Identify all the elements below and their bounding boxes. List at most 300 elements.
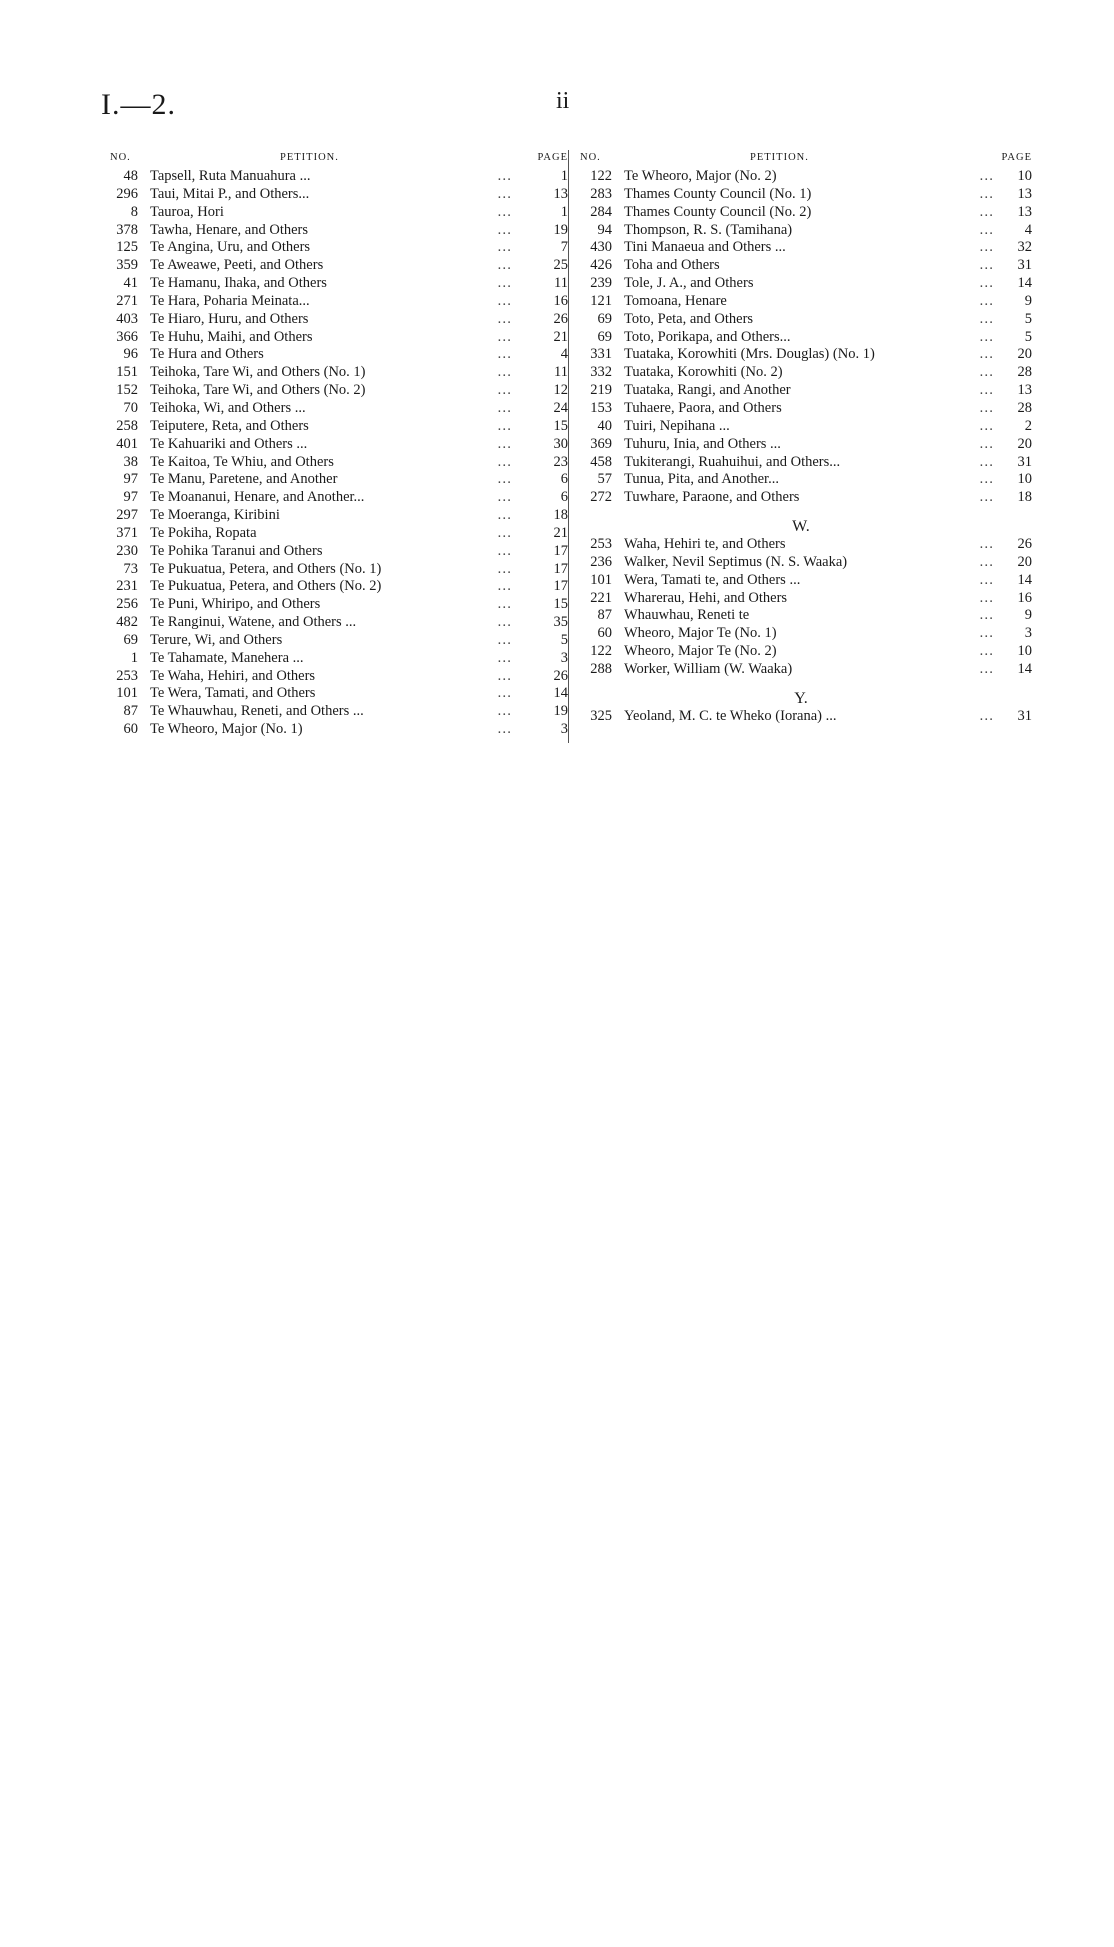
- leader-dots: …: [979, 239, 994, 256]
- entry-petition: Tole, J. A., and Others: [624, 275, 754, 292]
- entry-petition: Tuataka, Rangi, and Another: [624, 382, 791, 399]
- entry-page: 21: [553, 524, 568, 541]
- entry-number: 60: [597, 625, 612, 642]
- leader-dots: …: [979, 257, 994, 274]
- column-header: [570, 148, 1032, 168]
- index-entry: [96, 436, 568, 454]
- leader-dots: …: [979, 589, 994, 606]
- leader-dots: …: [979, 168, 994, 184]
- entry-petition: Wera, Tamati te, and Others ...: [624, 571, 801, 588]
- leader-dots: …: [497, 417, 512, 434]
- entry-petition: Whauwhau, Reneti te: [624, 607, 750, 624]
- entry-page: 7: [560, 239, 568, 256]
- entry-petition: Tuiri, Nepihana ...: [624, 417, 730, 434]
- entry-petition: Tini Manaeua and Others ...: [624, 239, 786, 256]
- entry-petition: Te Angina, Uru, and Others: [150, 239, 311, 256]
- entry-petition: Tawha, Henare, and Others: [150, 221, 309, 238]
- entry-page: 19: [553, 221, 568, 238]
- index-entry: [96, 650, 568, 668]
- index-entry: [96, 721, 568, 739]
- entry-petition: Tuhuru, Inia, and Others ...: [624, 435, 781, 452]
- entry-number: 283: [590, 185, 612, 202]
- index-entry: [570, 536, 1032, 554]
- leader-dots: …: [497, 631, 512, 648]
- index-entry: [96, 543, 568, 561]
- entry-petition: Worker, William (W. Waaka): [624, 660, 793, 677]
- entry-petition: Thames County Council (No. 1): [624, 185, 812, 202]
- leader-dots: …: [979, 571, 994, 588]
- entry-petition: Thames County Council (No. 2): [624, 203, 812, 220]
- entry-petition: Te Pukuatua, Petera, and Others (No. 2): [150, 578, 382, 595]
- entry-number: 426: [590, 257, 612, 274]
- index-list-y: [570, 708, 1032, 726]
- entry-petition: Teihoka, Wi, and Others ...: [150, 399, 306, 416]
- entry-number: 325: [590, 707, 612, 724]
- leader-dots: …: [497, 346, 512, 363]
- leader-dots: …: [497, 703, 512, 720]
- entry-number: 366: [116, 328, 138, 345]
- header-no: NO.: [580, 152, 601, 163]
- leader-dots: …: [497, 578, 512, 595]
- entry-number: 48: [123, 168, 138, 184]
- leader-dots: …: [497, 168, 512, 184]
- entry-number: 8: [130, 203, 138, 220]
- entry-page: 20: [1017, 346, 1032, 363]
- entry-petition: Taui, Mitai P., and Others...: [150, 185, 310, 202]
- entry-number: 70: [123, 399, 138, 416]
- index-entry: [570, 572, 1032, 590]
- entry-number: 221: [590, 589, 612, 606]
- header-no: NO.: [110, 152, 131, 163]
- index-entry: [96, 382, 568, 400]
- entry-number: 73: [123, 560, 138, 577]
- index-entry: [570, 607, 1032, 625]
- entry-number: 430: [590, 239, 612, 256]
- entry-number: 122: [590, 643, 612, 660]
- entry-number: 359: [116, 257, 138, 274]
- entry-number: 297: [116, 507, 138, 524]
- index-entry: [96, 364, 568, 382]
- index-entry: [96, 454, 568, 472]
- index-column-left: [96, 148, 568, 739]
- entry-number: 482: [116, 614, 138, 631]
- entry-page: 30: [553, 435, 568, 452]
- leader-dots: …: [979, 417, 994, 434]
- entry-number: 271: [116, 292, 138, 309]
- leader-dots: …: [979, 346, 994, 363]
- leader-dots: …: [497, 435, 512, 452]
- entry-page: 16: [553, 292, 568, 309]
- entry-page: 5: [1024, 328, 1032, 345]
- entry-page: 17: [553, 560, 568, 577]
- leader-dots: …: [979, 310, 994, 327]
- entry-page: 26: [1017, 536, 1032, 553]
- entry-petition: Tuwhare, Paraone, and Others: [624, 489, 800, 506]
- leader-dots: …: [497, 364, 512, 381]
- leader-dots: …: [497, 596, 512, 613]
- entry-page: 5: [1024, 310, 1032, 327]
- index-entry: [96, 471, 568, 489]
- index-entry: [570, 489, 1032, 507]
- index-entry: [570, 346, 1032, 364]
- entry-number: 371: [116, 524, 138, 541]
- index-entry: [570, 643, 1032, 661]
- entry-number: 121: [590, 292, 612, 309]
- entry-page: 9: [1024, 292, 1032, 309]
- index-entry: [570, 590, 1032, 608]
- entry-number: 258: [116, 417, 138, 434]
- entry-petition: Te Aweawe, Peeti, and Others: [150, 257, 324, 274]
- entry-page: 13: [1017, 203, 1032, 220]
- entry-number: 101: [590, 571, 612, 588]
- entry-number: 41: [123, 275, 138, 292]
- entry-number: 125: [116, 239, 138, 256]
- entry-page: 19: [553, 703, 568, 720]
- entry-number: 288: [590, 660, 612, 677]
- entry-petition: Te Moananui, Henare, and Another...: [150, 489, 365, 506]
- entry-page: 3: [560, 721, 568, 738]
- entry-number: 239: [590, 275, 612, 292]
- entry-petition: Te Wera, Tamati, and Others: [150, 685, 316, 702]
- entry-page: 5: [560, 631, 568, 648]
- entry-page: 14: [1017, 660, 1032, 677]
- index-entry: [96, 275, 568, 293]
- leader-dots: …: [497, 399, 512, 416]
- entry-petition: Walker, Nevil Septimus (N. S. Waaka): [624, 553, 848, 570]
- leader-dots: …: [497, 685, 512, 702]
- entry-page: 31: [1017, 453, 1032, 470]
- leader-dots: …: [497, 560, 512, 577]
- entry-page: 26: [553, 667, 568, 684]
- index-entry: [96, 703, 568, 721]
- entry-number: 403: [116, 310, 138, 327]
- entry-number: 219: [590, 382, 612, 399]
- entry-petition: Te Wheoro, Major (No. 2): [624, 168, 777, 184]
- leader-dots: …: [979, 553, 994, 570]
- entry-page: 18: [1017, 489, 1032, 506]
- leader-dots: …: [979, 707, 994, 724]
- entry-number: 57: [597, 471, 612, 488]
- entry-petition: Te Whauwhau, Reneti, and Others ...: [150, 703, 364, 720]
- entry-page: 35: [553, 614, 568, 631]
- index-entry: [570, 275, 1032, 293]
- entry-petition: Te Ranginui, Watene, and Others ...: [150, 614, 357, 631]
- index-entry: [96, 293, 568, 311]
- leader-dots: …: [497, 489, 512, 506]
- index-entry: [96, 685, 568, 703]
- leader-dots: …: [979, 536, 994, 553]
- entry-number: 296: [116, 185, 138, 202]
- entry-number: 69: [123, 631, 138, 648]
- index-entry: [570, 204, 1032, 222]
- index-entry: [570, 364, 1032, 382]
- leader-dots: …: [979, 471, 994, 488]
- index-entry: [570, 418, 1032, 436]
- entry-number: 69: [597, 310, 612, 327]
- index-entry: [96, 614, 568, 632]
- leader-dots: …: [497, 524, 512, 541]
- entry-page: 31: [1017, 257, 1032, 274]
- entry-petition: Te Pokiha, Ropata: [150, 524, 257, 541]
- entry-number: 231: [116, 578, 138, 595]
- index-entry: [96, 507, 568, 525]
- leader-dots: …: [979, 275, 994, 292]
- entry-page: 6: [560, 471, 568, 488]
- leader-dots: …: [497, 239, 512, 256]
- leader-dots: …: [497, 257, 512, 274]
- header-page: PAGE: [1001, 152, 1032, 163]
- entry-number: 96: [123, 346, 138, 363]
- entry-number: 253: [590, 536, 612, 553]
- entry-petition: Tuataka, Korowhiti (No. 2): [624, 364, 783, 381]
- index-entry: [570, 311, 1032, 329]
- leader-dots: …: [497, 667, 512, 684]
- entry-page: 14: [1017, 571, 1032, 588]
- index-entry: [570, 257, 1032, 275]
- index-entry: [96, 186, 568, 204]
- entry-petition: Te Huhu, Maihi, and Others: [150, 328, 313, 345]
- entry-page: 3: [1024, 625, 1032, 642]
- leader-dots: …: [497, 310, 512, 327]
- entry-petition: Te Hura and Others: [150, 346, 264, 363]
- index-entry: [96, 168, 568, 186]
- leader-dots: …: [979, 660, 994, 677]
- entry-number: 60: [123, 721, 138, 738]
- index-entry: [570, 400, 1032, 418]
- entry-page: 10: [1017, 643, 1032, 660]
- entry-petition: Te Kahuariki and Others ...: [150, 435, 308, 452]
- entry-petition: Terure, Wi, and Others: [150, 631, 283, 648]
- leader-dots: …: [979, 185, 994, 202]
- leader-dots: …: [979, 607, 994, 624]
- entry-page: 11: [554, 364, 568, 381]
- entry-number: 97: [123, 489, 138, 506]
- entry-page: 24: [553, 399, 568, 416]
- leader-dots: …: [497, 221, 512, 238]
- header-petition: PETITION.: [280, 152, 339, 163]
- entry-petition: Te Pohika Taranui and Others: [150, 542, 323, 559]
- entry-number: 369: [590, 435, 612, 452]
- entry-number: 87: [597, 607, 612, 624]
- leader-dots: …: [497, 275, 512, 292]
- entry-page: 13: [553, 185, 568, 202]
- entry-petition: Te Waha, Hehiri, and Others: [150, 667, 316, 684]
- entry-petition: Tukiterangi, Ruahuihui, and Others...: [624, 453, 841, 470]
- index-entry: [570, 382, 1032, 400]
- section-heading-y: Y.: [794, 689, 808, 707]
- entry-petition: Te Kaitoa, Te Whiu, and Others: [150, 453, 334, 470]
- entry-page: 11: [554, 275, 568, 292]
- entry-number: 331: [590, 346, 612, 363]
- entry-page: 17: [553, 578, 568, 595]
- index-entry: [96, 525, 568, 543]
- entry-number: 284: [590, 203, 612, 220]
- entry-number: 230: [116, 542, 138, 559]
- entry-page: 6: [560, 489, 568, 506]
- leader-dots: …: [979, 292, 994, 309]
- entry-petition: Teiputere, Reta, and Others: [150, 417, 309, 434]
- entry-petition: Toto, Porikapa, and Others...: [624, 328, 791, 345]
- index-entry: [96, 222, 568, 240]
- index-entry: [570, 708, 1032, 726]
- entry-petition: Te Wheoro, Major (No. 1): [150, 721, 303, 738]
- entry-page: 23: [553, 453, 568, 470]
- index-entry: [96, 400, 568, 418]
- entry-petition: Tunua, Pita, and Another...: [624, 471, 779, 488]
- leader-dots: …: [497, 614, 512, 631]
- leader-dots: …: [497, 382, 512, 399]
- entry-page: 4: [560, 346, 568, 363]
- index-entry: [570, 625, 1032, 643]
- entry-petition: Te Hara, Poharia Meinata...: [150, 292, 310, 309]
- entry-number: 69: [597, 328, 612, 345]
- entry-number: 97: [123, 471, 138, 488]
- entry-petition: Te Hiaro, Huru, and Others: [150, 310, 309, 327]
- leader-dots: …: [979, 453, 994, 470]
- leader-dots: …: [979, 203, 994, 220]
- entry-page: 16: [1017, 589, 1032, 606]
- leader-dots: …: [979, 399, 994, 416]
- entry-number: 378: [116, 221, 138, 238]
- index-entry: [96, 489, 568, 507]
- entry-number: 1: [130, 649, 138, 666]
- entry-petition: Wheoro, Major Te (No. 2): [624, 643, 777, 660]
- index-entry: [570, 554, 1032, 572]
- entry-page: 15: [553, 417, 568, 434]
- entry-page: 4: [1024, 221, 1032, 238]
- entry-page: 14: [1017, 275, 1032, 292]
- entry-petition: Wheoro, Major Te (No. 1): [624, 625, 777, 642]
- entry-page: 17: [553, 542, 568, 559]
- index-entry: [570, 222, 1032, 240]
- index-entry: [570, 454, 1032, 472]
- leader-dots: …: [497, 328, 512, 345]
- index-entry: [96, 596, 568, 614]
- index-entry: [96, 578, 568, 596]
- index-entry: [570, 239, 1032, 257]
- entry-petition: Tuataka, Korowhiti (Mrs. Douglas) (No. 1): [624, 346, 875, 363]
- leader-dots: …: [979, 435, 994, 452]
- index-entry: [570, 661, 1032, 679]
- index-list-w: [570, 536, 1032, 679]
- index-list-left: [96, 168, 568, 739]
- entry-page: 1: [560, 168, 568, 184]
- entry-petition: Yeoland, M. C. te Wheko (Iorana) ...: [624, 707, 837, 724]
- entry-petition: Te Tahamate, Manehera ...: [150, 649, 304, 666]
- entry-page: 18: [553, 507, 568, 524]
- entry-page: 12: [553, 382, 568, 399]
- entry-petition: Te Puni, Whiripo, and Others: [150, 596, 321, 613]
- entry-number: 94: [597, 221, 612, 238]
- entry-page: 25: [553, 257, 568, 274]
- entry-petition: Tuhaere, Paora, and Others: [624, 399, 782, 416]
- index-entry: [96, 418, 568, 436]
- entry-petition: Te Manu, Paretene, and Another: [150, 471, 338, 488]
- entry-page: 20: [1017, 435, 1032, 452]
- entry-petition: Tauroa, Hori: [150, 203, 224, 220]
- leader-dots: …: [497, 471, 512, 488]
- entry-petition: Wharerau, Hehi, and Others: [624, 589, 788, 606]
- entry-petition: Te Pukuatua, Petera, and Others (No. 1): [150, 560, 382, 577]
- entry-page: 2: [1024, 417, 1032, 434]
- section-heading-w: W.: [792, 518, 810, 536]
- index-entry: [96, 257, 568, 275]
- entry-petition: Teihoka, Tare Wi, and Others (No. 2): [150, 382, 366, 399]
- column-header: [96, 148, 568, 168]
- entry-page: 26: [553, 310, 568, 327]
- entry-page: 13: [1017, 382, 1032, 399]
- entry-petition: Tapsell, Ruta Manuahura ...: [150, 168, 311, 184]
- entry-number: 458: [590, 453, 612, 470]
- entry-petition: Toto, Peta, and Others: [624, 310, 754, 327]
- index-entry: [96, 561, 568, 579]
- leader-dots: …: [497, 542, 512, 559]
- leader-dots: …: [497, 721, 512, 738]
- leader-dots: …: [979, 489, 994, 506]
- entry-number: 253: [116, 667, 138, 684]
- entry-number: 101: [116, 685, 138, 702]
- entry-petition: Thompson, R. S. (Tamihana): [624, 221, 793, 238]
- entry-number: 153: [590, 399, 612, 416]
- entry-page: 20: [1017, 553, 1032, 570]
- entry-number: 152: [116, 382, 138, 399]
- leader-dots: …: [979, 643, 994, 660]
- entry-page: 9: [1024, 607, 1032, 624]
- entry-page: 10: [1017, 471, 1032, 488]
- index-entry: [570, 436, 1032, 454]
- entry-page: 32: [1017, 239, 1032, 256]
- leader-dots: …: [497, 507, 512, 524]
- entry-number: 332: [590, 364, 612, 381]
- entry-page: 10: [1017, 168, 1032, 184]
- header-page: PAGE: [537, 152, 568, 163]
- entry-number: 151: [116, 364, 138, 381]
- leader-dots: …: [497, 292, 512, 309]
- index-entry: [96, 239, 568, 257]
- leader-dots: …: [497, 453, 512, 470]
- entry-petition: Toha and Others: [624, 257, 720, 274]
- entry-page: 31: [1017, 707, 1032, 724]
- index-column-right: [570, 148, 1032, 726]
- header-petition: PETITION.: [750, 152, 809, 163]
- index-entry: [570, 186, 1032, 204]
- entry-petition: Te Moeranga, Kiribini: [150, 507, 280, 524]
- leader-dots: …: [497, 185, 512, 202]
- entry-number: 87: [123, 703, 138, 720]
- entry-petition: Te Hamanu, Ihaka, and Others: [150, 275, 327, 292]
- page-number: ii: [556, 88, 570, 114]
- leader-dots: …: [497, 203, 512, 220]
- index-entry: [570, 293, 1032, 311]
- entry-page: 28: [1017, 364, 1032, 381]
- index-entry: [96, 329, 568, 347]
- entry-number: 401: [116, 435, 138, 452]
- entry-number: 38: [123, 453, 138, 470]
- index-entry: [570, 329, 1032, 347]
- entry-page: 1: [560, 203, 568, 220]
- index-entry: [570, 471, 1032, 489]
- leader-dots: …: [979, 625, 994, 642]
- index-entry: [570, 168, 1032, 186]
- index-entry: [96, 668, 568, 686]
- entry-page: 13: [1017, 185, 1032, 202]
- entry-number: 122: [590, 168, 612, 184]
- entry-page: 28: [1017, 399, 1032, 416]
- index-list-t: [570, 168, 1032, 507]
- column-divider: [568, 150, 569, 743]
- entry-page: 3: [560, 649, 568, 666]
- entry-page: 15: [553, 596, 568, 613]
